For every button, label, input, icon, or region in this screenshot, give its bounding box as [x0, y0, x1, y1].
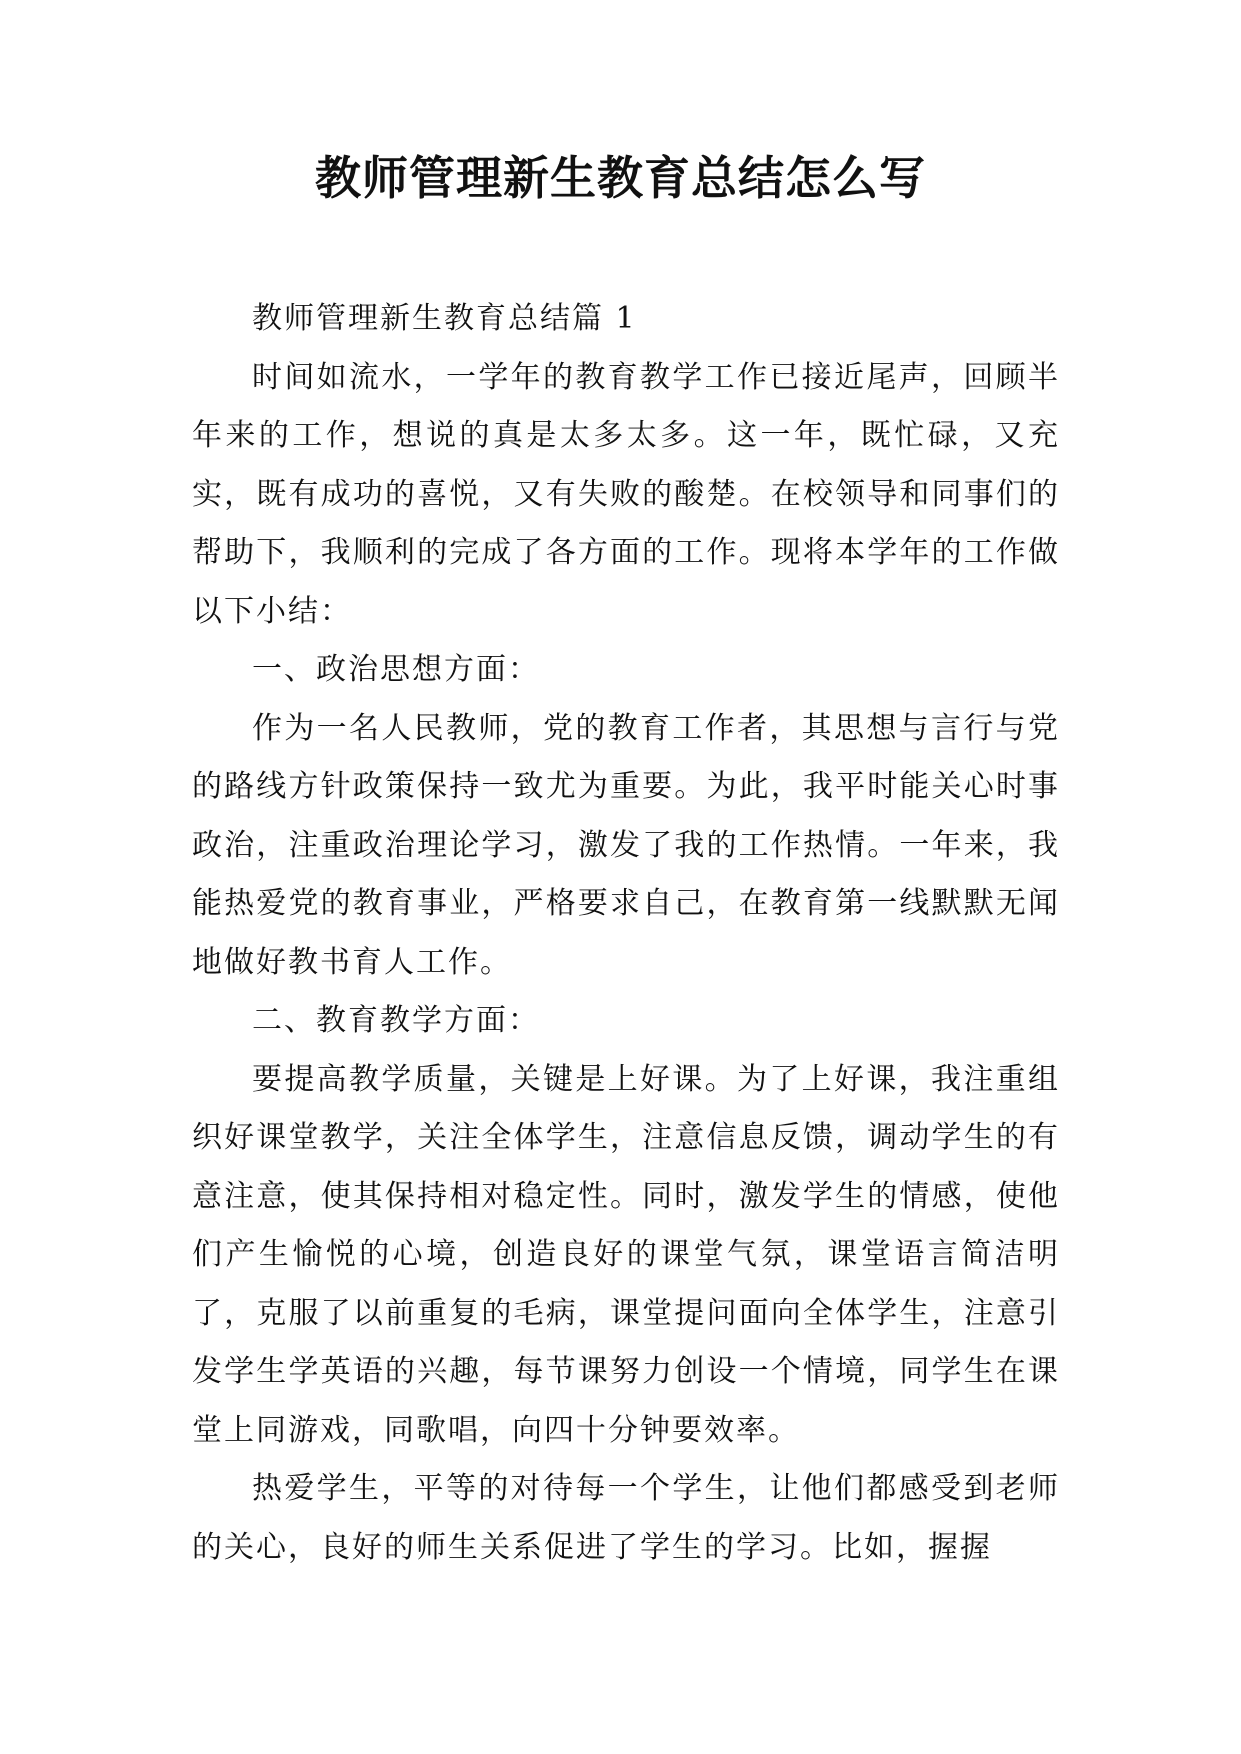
paragraph-politics: 作为一名人民教师，党的教育工作者，其思想与言行与党的路线方针政策保持一致尤为重要。为此，我平时能关心时事政治，注重政治理论学习，激发了我的工作热情。一年来，我能热爱党的教育事业，严格要求自己，在教育第一线默默无闻地做好教书育人工作。 — [192, 710, 1060, 980]
section-heading: 教师管理新生教育总结篇 1 — [252, 301, 637, 336]
section-heading-teaching: 二、教育教学方面： — [252, 1003, 540, 1038]
document-body — [192, 290, 1060, 1577]
section-heading-politics: 一、政治思想方面： — [252, 652, 540, 687]
paragraph-students: 热爱学生，平等的对待每一个学生，让他们都感受到老师的关心，良好的师生关系促进了学生的学习。比如，握握 — [192, 1471, 1060, 1565]
document-title: 教师管理新生教育总结怎么写 — [315, 151, 926, 205]
paragraph-intro: 时间如流水，一学年的教育教学工作已接近尾声，回顾半年来的工作，想说的真是太多太多。这一年，既忙碌，又充实，既有成功的喜悦，又有失败的酸楚。在校领导和同事们的帮助下，我顺利的完成了各方面的工作。现将本学年的工作做以下小结： — [192, 359, 1060, 629]
paragraph-teaching: 要提高教学质量，关键是上好课。为了上好课，我注重组织好课堂教学，关注全体学生，注意信息反馈，调动学生的有意注意，使其保持相对稳定性。同时，激发学生的情感，使他们产生愉悦的心境，创造良好的课堂气氛，课堂语言简洁明了，克服了以前重复的毛病，课堂提问面向全体学生，注意引发学生学英语的兴趣，每节课努力创设一个情境，同学生在课堂上同游戏，同歌唱，向四十分钟要效率。 — [192, 1061, 1060, 1448]
